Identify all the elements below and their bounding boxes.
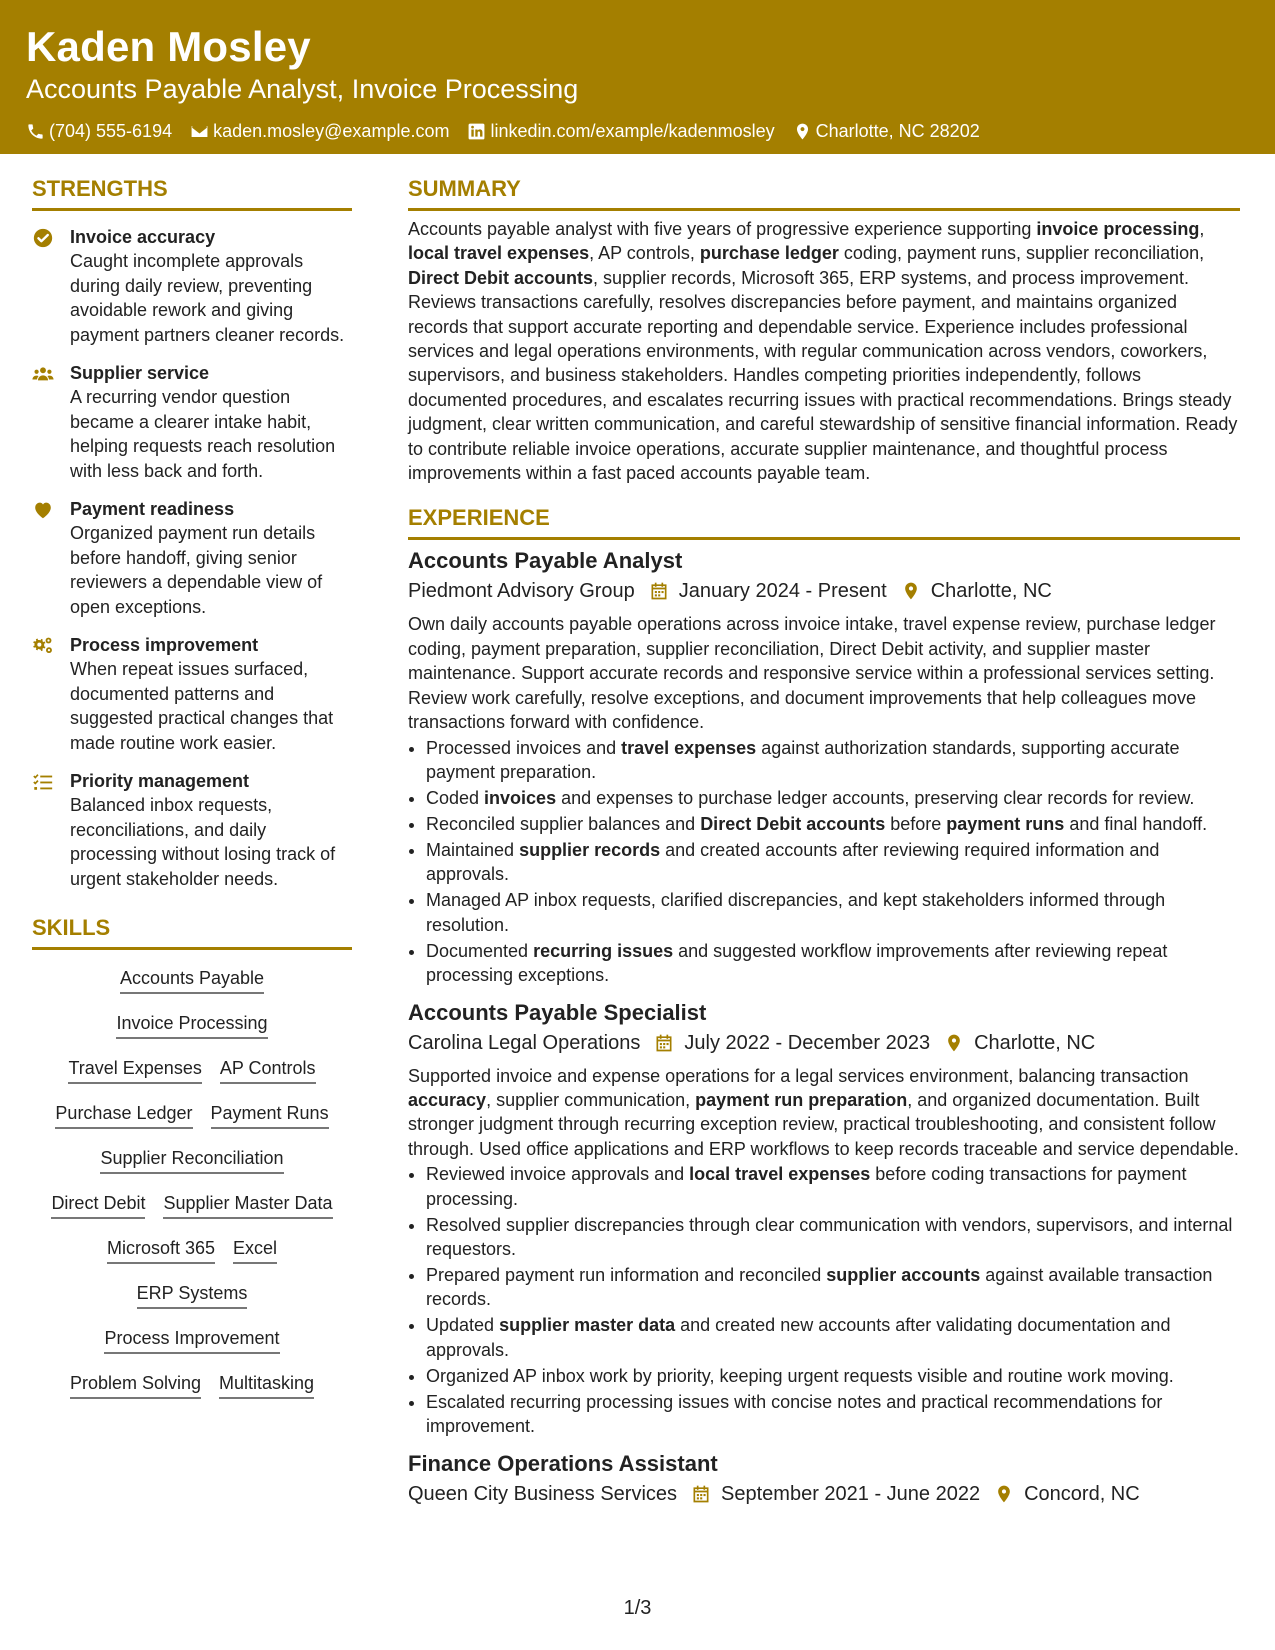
strength-item — [32, 497, 352, 619]
summary-text: , AP controls, — [589, 243, 700, 264]
skill-tag: Multitasking — [219, 1371, 314, 1399]
bullet-text: and created new accounts after validating documentation and approvals. — [426, 1315, 1171, 1360]
check-circle-icon — [32, 227, 54, 249]
list-item — [426, 812, 1240, 836]
summary-bold: purchase ledger — [699, 243, 839, 264]
bullet-bold: travel expenses — [621, 737, 757, 758]
contact-location — [793, 120, 980, 142]
experience-heading: EXPERIENCE — [408, 503, 1240, 540]
gears-icon — [32, 635, 54, 657]
list-item — [426, 736, 1240, 785]
bullet-bold: supplier accounts — [826, 1264, 981, 1285]
summary-text: , — [1199, 219, 1205, 239]
skills-heading: SKILLS — [32, 913, 352, 950]
strength-title: Process improvement — [70, 635, 259, 655]
left-column — [32, 174, 352, 1412]
job-company: Carolina Legal Operations — [408, 1031, 641, 1054]
phone-icon — [26, 122, 45, 141]
bullet-text: before coding transactions for payment processing. — [426, 1164, 1187, 1209]
experience-section — [408, 503, 1240, 1508]
skill-row — [32, 1322, 352, 1367]
skill-tag: Supplier Reconciliation — [100, 1146, 283, 1174]
job-description-bold: accuracy — [408, 1089, 487, 1110]
job-location: Concord, NC — [1024, 1482, 1140, 1505]
contact-phone — [26, 120, 172, 142]
bullet-bold: Direct Debit accounts — [700, 813, 886, 834]
bullet-text: and created accounts after reviewing required information and approvals. — [426, 839, 1160, 885]
job-description-text: Own daily accounts payable operations across invoice intake, travel expense review, purchase ledger coding, payment preparation, supplier reconciliation, Direct Debit activity, and supplier master maintenance. Support accurate records and responsive service within a professional services setting. Review work carefully, resolve exceptions, and document improvements that help colleagues move transactions forward with confidence. — [408, 614, 1216, 733]
bullet-text: Resolved supplier discrepancies through clear communication with vendors, supervisors, and internal requestors. — [426, 1214, 1233, 1259]
skill-row — [32, 1142, 352, 1187]
strength-item — [32, 361, 352, 483]
skill-tag: Travel Expenses — [68, 1056, 201, 1084]
checklist-icon — [32, 771, 54, 793]
strength-item — [32, 225, 352, 347]
job-meta — [408, 576, 1240, 606]
bullet-text: and expenses to purchase ledger accounts, preserving clear records for review. — [556, 787, 1195, 808]
contact-email[interactable] — [190, 120, 449, 142]
job-description-text: , supplier communication, — [486, 1089, 696, 1110]
job-title: Accounts Payable Specialist — [408, 999, 707, 1025]
skill-tag: Direct Debit — [51, 1191, 145, 1219]
skill-tag: Microsoft 365 — [107, 1236, 215, 1264]
list-item — [426, 1263, 1240, 1312]
contact-linkedin[interactable] — [467, 120, 774, 142]
bullet-text: Prepared payment run information and reconciled — [426, 1264, 827, 1285]
skill-tag: Supplier Master Data — [163, 1191, 332, 1219]
skill-tag: AP Controls — [220, 1056, 316, 1084]
calendar-icon — [649, 581, 669, 601]
job-description — [408, 1064, 1240, 1162]
bullet-text: Processed invoices and — [426, 737, 622, 758]
bullet-text: Documented — [426, 940, 534, 961]
job-meta — [408, 1028, 1240, 1058]
location-pin-icon — [944, 1033, 964, 1053]
list-item — [426, 786, 1240, 810]
job-title: Finance Operations Assistant — [408, 1450, 718, 1476]
skill-tag: ERP Systems — [137, 1281, 248, 1309]
job-entry — [408, 1449, 1240, 1509]
bullet-bold: supplier records — [519, 839, 661, 860]
skill-tag: Accounts Payable — [120, 966, 264, 994]
strength-desc: A recurring vendor question became a clearer intake habit, helping requests reach resolution with less back and forth. — [70, 387, 336, 481]
skill-row — [32, 1097, 352, 1142]
phone-text: (704) 555-6194 — [49, 121, 173, 141]
linkedin-icon — [467, 122, 486, 141]
bullet-text: against authorization standards, supporting accurate payment preparation. — [426, 737, 1180, 782]
email-icon — [190, 122, 209, 141]
bullet-text: Reconciled supplier balances and — [426, 813, 701, 834]
strength-desc: Organized payment run details before handoff, giving senior reviewers a dependable view of open exceptions. — [70, 523, 323, 617]
job-location: Charlotte, NC — [974, 1031, 1096, 1054]
job-entry — [408, 546, 1240, 987]
skill-tag: Purchase Ledger — [55, 1101, 192, 1129]
job-company: Queen City Business Services — [408, 1482, 678, 1505]
list-item — [426, 1213, 1240, 1262]
strength-desc: Caught incomplete approvals during daily review, preventing avoidable rework and giving payment partners cleaner records. — [70, 251, 345, 345]
list-item — [426, 939, 1240, 988]
calendar-icon — [691, 1484, 711, 1504]
page-number: 1/3 — [623, 1597, 652, 1619]
job-dates: July 2022 - December 2023 — [684, 1031, 931, 1054]
job-description — [408, 612, 1240, 734]
candidate-role: Accounts Payable Analyst, Invoice Processing — [26, 74, 579, 104]
skill-tag: Payment Runs — [211, 1101, 329, 1129]
bullet-text: Coded — [426, 787, 485, 808]
list-item — [426, 838, 1240, 887]
summary-bold: local travel expenses — [408, 243, 590, 264]
location-pin-icon — [793, 122, 812, 141]
contact-list — [26, 120, 1275, 142]
location-text: Charlotte, NC 28202 — [815, 121, 980, 141]
summary-text: coding, payment runs, supplier reconciliation, — [838, 243, 1205, 264]
job-dates: January 2024 - Present — [678, 580, 887, 603]
summary-heading: SUMMARY — [408, 174, 1240, 211]
strength-title: Invoice accuracy — [70, 227, 216, 247]
bullet-text: and suggested workflow improvements after reviewing repeat processing exceptions. — [426, 940, 1168, 986]
strength-title: Supplier service — [70, 363, 210, 383]
skill-row — [32, 1277, 352, 1322]
skill-row — [32, 1367, 352, 1412]
list-item — [426, 1162, 1240, 1211]
bullet-bold: local travel expenses — [689, 1164, 871, 1185]
job-dates: September 2021 - June 2022 — [721, 1482, 981, 1505]
summary-text: Accounts payable analyst with five years of progressive experience supporting — [408, 219, 1037, 239]
skill-tag: Invoice Processing — [116, 1011, 267, 1039]
bullet-text: before — [885, 813, 947, 834]
job-description-text: , and organized documentation. Built stronger judgment through recurring exception review, practical troubleshooting, and consistent follow through. Used office applications and ERP workflows to keep records traceable and service dependable. — [408, 1089, 1239, 1159]
summary-bold: invoice processing — [1036, 219, 1200, 239]
bullet-text: Escalated recurring processing issues with concise notes and practical recommendations for improvement. — [426, 1391, 1163, 1437]
strength-desc: When repeat issues surfaced, documented patterns and suggested practical changes that made routine work easier. — [70, 659, 334, 753]
calendar-icon — [654, 1033, 674, 1053]
skill-tag: Problem Solving — [70, 1371, 201, 1399]
job-company: Piedmont Advisory Group — [408, 580, 635, 603]
email-text[interactable]: kaden.mosley@example.com — [213, 121, 450, 141]
linkedin-text[interactable]: linkedin.com/example/kadenmosley — [490, 121, 775, 141]
heart-icon — [32, 499, 54, 521]
skill-tag: Process Improvement — [104, 1326, 279, 1354]
bullet-text: Maintained — [426, 839, 520, 860]
summary-text — [408, 217, 1240, 485]
bullet-text: Organized AP inbox work by priority, keeping urgent requests visible and routine work moving. — [426, 1365, 1174, 1386]
skill-row — [32, 1187, 352, 1232]
strength-title: Priority management — [70, 771, 250, 791]
job-title: Accounts Payable Analyst — [408, 548, 683, 574]
strength-title: Payment readiness — [70, 499, 235, 519]
strengths-heading: STRENGTHS — [32, 174, 352, 211]
list-item — [426, 1364, 1240, 1388]
bullet-text: and final handoff. — [1064, 813, 1208, 834]
list-item — [426, 888, 1240, 937]
list-item — [426, 1313, 1240, 1362]
bullet-bold: recurring issues — [533, 940, 674, 961]
job-bullets — [408, 1162, 1240, 1438]
strength-item — [32, 769, 352, 891]
bullet-text: Updated — [426, 1315, 500, 1336]
right-column — [408, 174, 1240, 1509]
skill-tag: Excel — [233, 1236, 277, 1264]
skills-list — [32, 962, 352, 1412]
bullet-text: Managed AP inbox requests, clarified discrepancies, and kept stakeholders informed through resolution. — [426, 890, 1166, 935]
summary-text: , supplier records, Microsoft 365, ERP systems, and process improvement. Reviews transactions carefully, resolves discrepancies before payment, and maintains organized records that support accurate reporting and dependable service. Experience includes professional services and legal operations environments, with regular communication across vendors, coworkers, supervisors, and business stakeholders. Handles competing priorities independently, follows documented procedures, and escalates recurring issues with practical recommendations. Brings steady judgment, clear written communication, and careful stewardship of sensitive financial information. Ready to contribute reliable invoice operations, accurate supplier maintenance, and thoughtful process improvements within a fast paced accounts payable team. — [408, 267, 1238, 484]
bullet-bold: invoices — [484, 787, 557, 808]
location-pin-icon — [994, 1484, 1014, 1504]
candidate-name: Kaden Mosley — [26, 23, 311, 70]
skill-row — [32, 1007, 352, 1052]
bullet-text: Reviewed invoice approvals and — [426, 1164, 690, 1185]
bullet-bold: payment runs — [946, 813, 1065, 834]
job-meta — [408, 1479, 1240, 1509]
job-location: Charlotte, NC — [930, 580, 1052, 603]
skill-row — [32, 1052, 352, 1097]
job-entry — [408, 998, 1240, 1439]
users-icon — [32, 363, 54, 385]
strength-desc: Balanced inbox requests, reconciliations, and daily processing without losing track of urgent stakeholder needs. — [70, 795, 336, 889]
location-pin-icon — [901, 581, 921, 601]
job-bullets — [408, 736, 1240, 988]
bullet-bold: supplier master data — [499, 1315, 676, 1336]
list-item — [426, 1390, 1240, 1439]
skill-row — [32, 1232, 352, 1277]
job-description-text: Supported invoice and expense operations for a legal services environment, balancing transaction — [408, 1065, 1189, 1086]
summary-bold: Direct Debit accounts — [408, 267, 594, 288]
skill-row — [32, 962, 352, 1007]
bullet-text: against available transaction records. — [426, 1264, 1213, 1310]
job-list — [408, 546, 1240, 1508]
job-description-bold: payment run preparation — [695, 1089, 908, 1110]
strength-item — [32, 633, 352, 755]
resume-header — [0, 0, 1275, 154]
